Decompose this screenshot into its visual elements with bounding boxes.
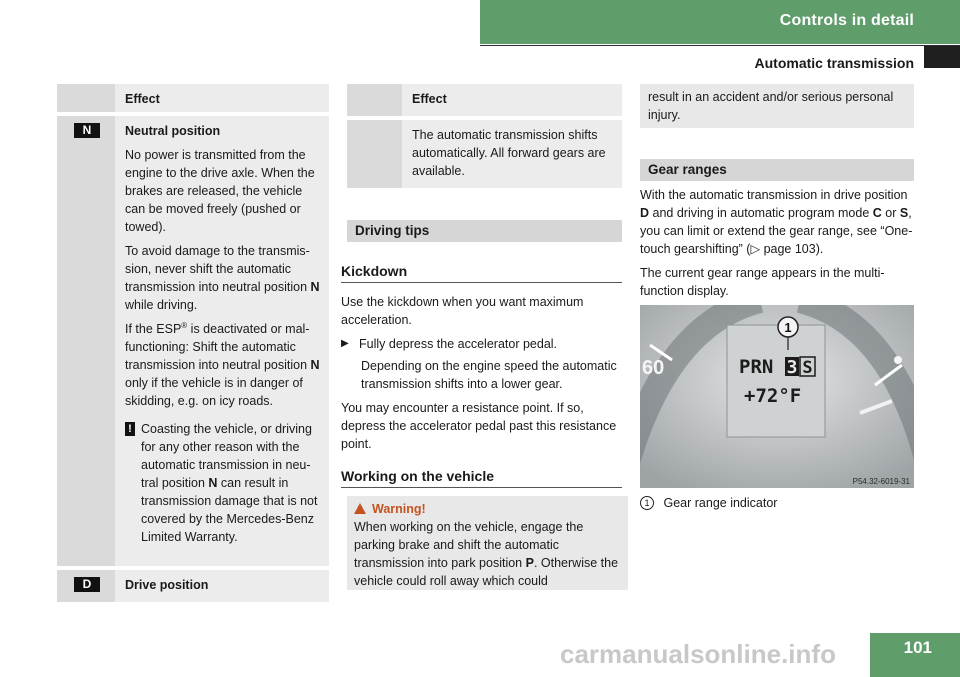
neutral-p1: No power is transmitted from the engine to the drive axle. When the brakes are released, the vehicle can be moved freely (pushed or towed). xyxy=(125,148,315,234)
caption-number-icon: 1 xyxy=(640,496,654,510)
section-title: Controls in detail xyxy=(779,12,914,29)
driving-tips-heading: Driving tips xyxy=(347,220,622,242)
neutral-p2: To avoid damage to the transmission, never shift the automatic transmission into neutral position N while driving. xyxy=(125,244,320,312)
gear-mode: S xyxy=(802,358,813,378)
kickdown-p2: You may encounter a resistance point. If so, depress the accelerator pedal past this resistance point. xyxy=(341,401,617,451)
neutral-symbol: N xyxy=(74,123,100,138)
table-head: Effect xyxy=(402,84,622,116)
kickdown-p1: Use the kickdown when you want maximum acceleration. xyxy=(341,295,584,327)
temperature-readout: +72°F xyxy=(744,385,802,407)
kickdown-section xyxy=(341,262,622,488)
chapter-title: Automatic transmission xyxy=(754,55,914,71)
instrument-cluster-image xyxy=(640,305,914,488)
neutral-p3: If the ESP® is deactivated or malfunctioning: Shift the automatic transmission into neutral position N only if the vehicle is in danger of skidding, e.g. on icy roads. xyxy=(125,320,320,408)
step-1: ▶ Fully depress the accelerator pedal. xyxy=(341,337,558,351)
warning-text: When working on the vehicle, engage the parking brake and shift the automatic transmission into park position P. Otherwise the vehicle could roll away which could xyxy=(354,520,619,588)
caption-text: Gear range indicator xyxy=(663,496,778,510)
caution-icon: ! xyxy=(125,422,135,436)
drive-symbol: D xyxy=(74,577,100,592)
working-heading: Working on the vehicle xyxy=(341,467,622,488)
drive-title: Drive position xyxy=(115,570,329,602)
gear-letters: PRN xyxy=(739,356,774,378)
neutral-cell xyxy=(115,116,329,566)
table-head: Effect xyxy=(115,84,329,112)
speed-label: 60 xyxy=(642,357,665,379)
drive-effect: The automatic transmission shifts automatically. All forward gears are available. xyxy=(402,120,622,188)
watermark: carmanualsonline.info xyxy=(560,639,836,669)
gear-ranges-p2: The current gear range appears in the multifunction display. xyxy=(640,266,885,298)
cluster-drawing xyxy=(640,305,914,488)
page-number: 101 xyxy=(903,638,932,657)
thumb-tab xyxy=(924,46,960,68)
image-caption xyxy=(640,494,914,512)
header-rule xyxy=(480,45,960,46)
warning-icon xyxy=(354,503,366,514)
gear-ranges-heading: Gear ranges xyxy=(640,159,914,181)
step-arrow-icon: ▶ xyxy=(341,338,349,349)
middle-table xyxy=(347,84,622,188)
image-code: P54.32-6019-31 xyxy=(852,477,910,486)
neutral-title: Neutral position xyxy=(125,124,221,138)
step-1-note: Depending on the engine speed the automatic transmission shifts into a lower gear. xyxy=(361,359,617,391)
damage-note-text: Coasting the vehicle, or driving for any other reason with the automatic transmission in neutral position N can result in transmission damage that is not covered by the Mercedes-Benz Limited Warranty. xyxy=(141,422,318,544)
warning-title: Warning! xyxy=(354,500,621,518)
left-table xyxy=(57,84,329,602)
kickdown-heading: Kickdown xyxy=(341,262,622,283)
gear-ranges-text xyxy=(640,186,916,306)
warning-box xyxy=(347,496,628,590)
page-reference-link[interactable]: ▷ page 103 xyxy=(750,242,816,256)
warning-continued: result in an accident and/or serious personal injury. xyxy=(640,84,914,128)
gear-ranges-p1: With the automatic transmission in drive position D and driving in automatic program mode C or S, you can limit or extend the gear range, see “One-touch gearshifting” (▷ page 103). xyxy=(640,188,913,256)
callout-number: 1 xyxy=(784,320,792,335)
damage-note xyxy=(125,420,321,546)
gear-highlight: 3 xyxy=(786,357,798,378)
